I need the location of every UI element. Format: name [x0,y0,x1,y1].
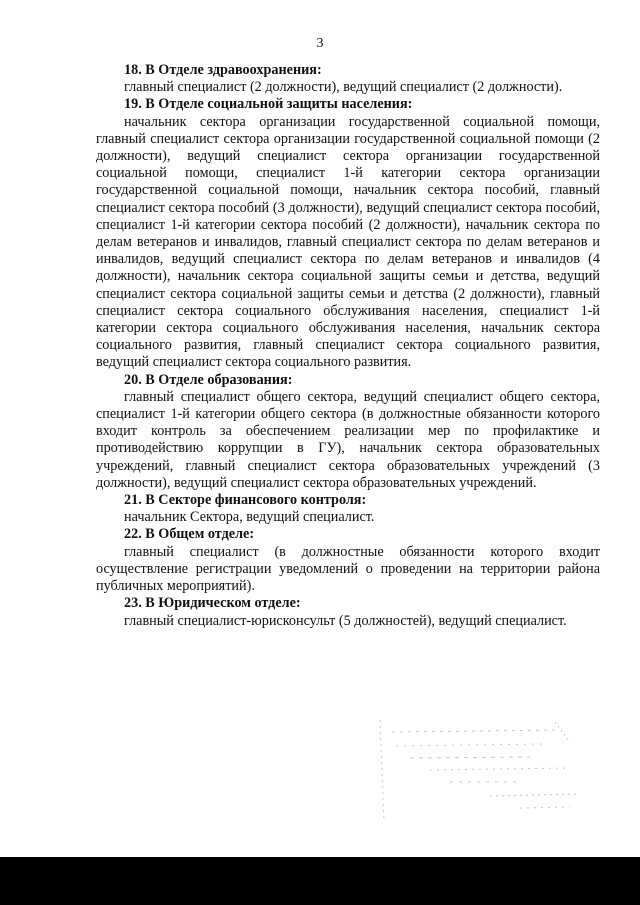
section-text-20: главный специалист общего сектора, ведущий специалист общего сектора, специалист 1-й категории общего сектора (в должностные обязанности которого входит контроль за обеспечением реализации мер по профилактике и противодействию коррупции в ГУ), начальник сектора образовательных учреждений, главный специалист сектора образовательных учреждений (3 должности), ведущий специалист сектора образовательных учреждений. [96,388,600,491]
section-text-21: начальник Сектора, ведущий специалист. [124,509,375,526]
section-heading-18: 18. В Отделе здравоохранения: [124,62,322,78]
section-text-22: главный специалист (в должностные обязанности которого входит осуществление регистрации уведомлений о проведении на территории района публичных мероприятий). [96,543,600,595]
section-heading-21: 21. В Секторе финансового контроля: [124,492,367,509]
section-text-19: начальник сектора организации государственной социальной помощи, главный специалист сектора организации государственной социальной помощи (2 должности), ведущий специалист сектора организации государственной социальной помощи, специалист 1-й категории сектора организации государственной социальной помощи, начальник сектора пособий, главный специалист сектора пособий (3 должности), ведущий специалист сектора пособий, специалист 1-й категории сектора пособий (2 должности), начальник сектора по делам ветеранов и инвалидов, главный специалист сектора по делам ветеранов и инвалидов, ведущий специалист сектора по делам ветеранов и инвалидов (4 должности), начальник сектора социальной защиты семьи и детства, ведущий специалист сектора социальной защиты семьи и детства (2 должности), главный специалист сектора социального обслуживания населения, специалист 1-й категории сектора социального обслуживания населения, начальник сектора социального развития, главный специалист сектора социального развития, ведущий специалист сектора социального развития. [96,113,600,371]
page-number: 3 [316,36,324,51]
section-heading-20: 20. В Отделе образования: [124,371,293,388]
section-heading-23: 23. В Юридическом отделе: [124,595,301,612]
scan-border-bottom [0,857,640,905]
section-text-18: главный специалист (2 должности), ведущий специалист (2 должности). [124,79,563,96]
faint-stamp-mark [370,712,600,832]
section-heading-19: 19. В Отделе социальной защиты населения: [124,96,413,113]
section-heading-22: 22. В Общем отделе: [124,526,255,543]
document-body [96,62,600,630]
section-text-23: главный специалист-юрисконсульт (5 должностей), ведущий специалист. [124,612,567,629]
